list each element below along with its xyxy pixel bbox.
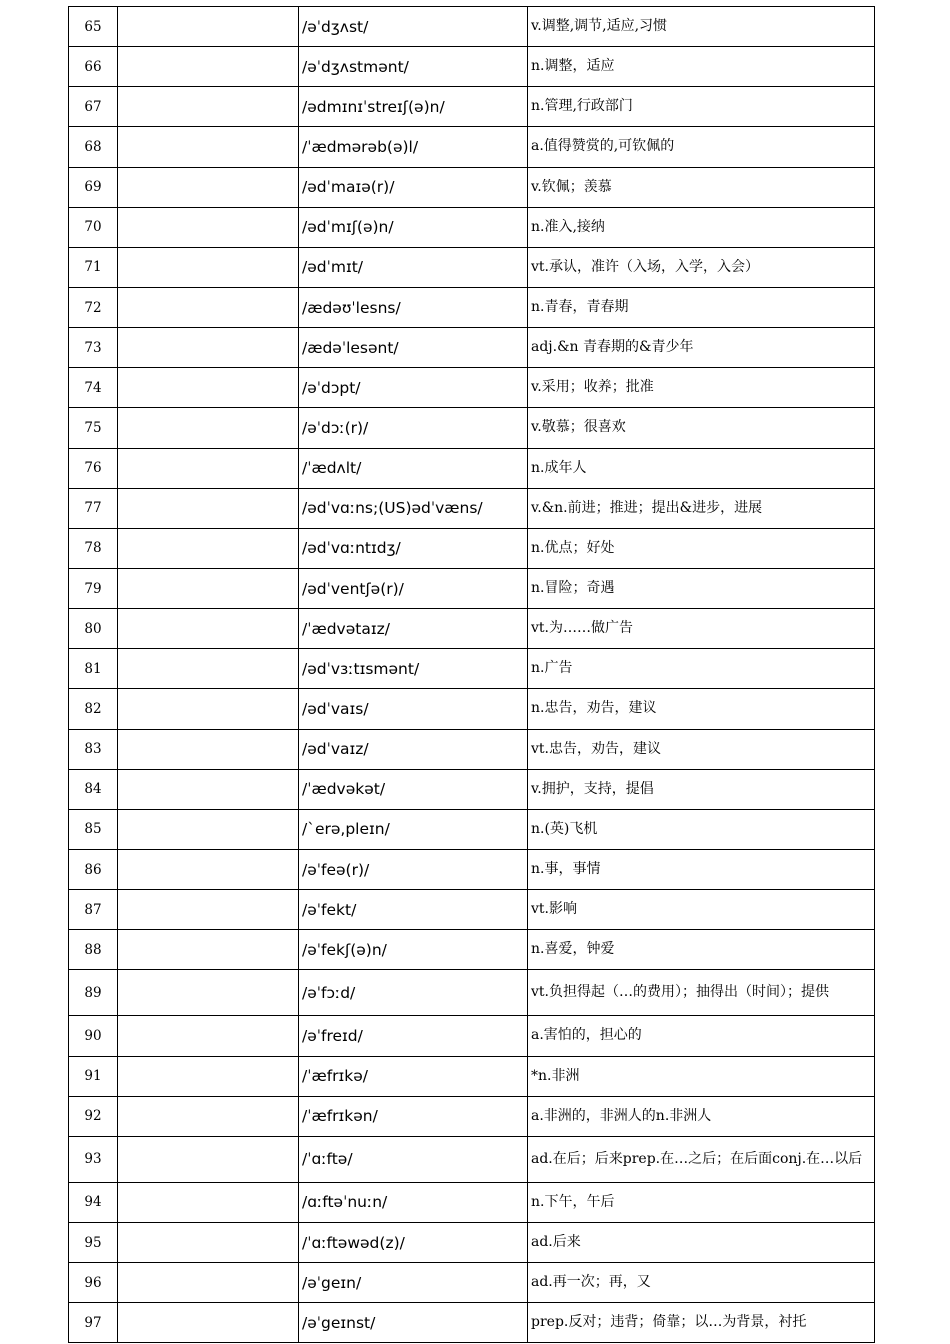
table-row xyxy=(69,287,875,327)
table-row xyxy=(69,448,875,488)
phonetic-cell: /ædəˈlesənt/ xyxy=(299,328,528,368)
phonetic-cell: /əˈgeɪnst/ xyxy=(299,1303,528,1343)
definition-cell: v.调整,调节,适应,习惯 xyxy=(528,7,875,47)
row-number: 73 xyxy=(69,328,118,368)
phonetic-cell: /əˈfreɪd/ xyxy=(299,1016,528,1056)
row-number: 81 xyxy=(69,649,118,689)
word-cell xyxy=(118,689,299,729)
table-row xyxy=(69,1222,875,1262)
phonetic-cell: /əˈfeə(r)/ xyxy=(299,849,528,889)
row-number: 75 xyxy=(69,408,118,448)
table-row xyxy=(69,568,875,608)
definition-cell: ad.再一次；再，又 xyxy=(528,1263,875,1303)
table-row xyxy=(69,729,875,769)
definition-cell: vt.承认，准许（入场，入学，入会） xyxy=(528,247,875,287)
row-number: 71 xyxy=(69,247,118,287)
phonetic-cell: /ədˈvɑːns;(US)ədˈvæns/ xyxy=(299,488,528,528)
definition-cell: *n.非洲 xyxy=(528,1056,875,1096)
word-cell xyxy=(118,408,299,448)
table-row xyxy=(69,87,875,127)
definition-cell: a.害怕的，担心的 xyxy=(528,1016,875,1056)
definition-cell: n.青春，青春期 xyxy=(528,287,875,327)
vocabulary-table xyxy=(68,6,875,1343)
phonetic-cell: /ədˈmɪʃ(ə)n/ xyxy=(299,207,528,247)
row-number: 86 xyxy=(69,849,118,889)
definition-cell: n.管理,行政部门 xyxy=(528,87,875,127)
definition-cell: n.优点；好处 xyxy=(528,528,875,568)
definition-cell: vt.为……做广告 xyxy=(528,609,875,649)
phonetic-cell: /ˈædʌlt/ xyxy=(299,448,528,488)
table-row xyxy=(69,769,875,809)
phonetic-cell: /ədmɪnɪˈstreɪʃ(ə)n/ xyxy=(299,87,528,127)
table-row xyxy=(69,930,875,970)
phonetic-cell: /ˈæfrɪkən/ xyxy=(299,1096,528,1136)
table-row xyxy=(69,609,875,649)
word-cell xyxy=(118,488,299,528)
word-cell xyxy=(118,769,299,809)
table-row xyxy=(69,1182,875,1222)
table-row xyxy=(69,167,875,207)
definition-cell: a.非洲的，非洲人的n.非洲人 xyxy=(528,1096,875,1136)
row-number: 96 xyxy=(69,1263,118,1303)
word-cell xyxy=(118,328,299,368)
word-cell xyxy=(118,127,299,167)
row-number: 68 xyxy=(69,127,118,167)
definition-cell: vt.影响 xyxy=(528,890,875,930)
word-cell xyxy=(118,7,299,47)
table-row xyxy=(69,809,875,849)
definition-cell: v.采用；收养；批准 xyxy=(528,368,875,408)
phonetic-cell: /ɑːftəˈnuːn/ xyxy=(299,1182,528,1222)
word-cell xyxy=(118,1096,299,1136)
definition-cell: n.冒险；奇遇 xyxy=(528,568,875,608)
phonetic-cell: /ədˈmaɪə(r)/ xyxy=(299,167,528,207)
table-row xyxy=(69,247,875,287)
table-row xyxy=(69,970,875,1016)
phonetic-cell: /əˈfɔːd/ xyxy=(299,970,528,1016)
phonetic-cell: /əˈdɔː(r)/ xyxy=(299,408,528,448)
definition-cell: vt.忠告，劝告，建议 xyxy=(528,729,875,769)
definition-cell: n.事，事情 xyxy=(528,849,875,889)
table-row xyxy=(69,127,875,167)
table-row xyxy=(69,689,875,729)
row-number: 74 xyxy=(69,368,118,408)
row-number: 72 xyxy=(69,287,118,327)
phonetic-cell: /`erə,pleɪn/ xyxy=(299,809,528,849)
definition-cell: adj.&n 青春期的&青少年 xyxy=(528,328,875,368)
word-cell xyxy=(118,207,299,247)
definition-cell: n.(英)飞机 xyxy=(528,809,875,849)
phonetic-cell: /ˈɑːftəwəd(z)/ xyxy=(299,1222,528,1262)
row-number: 83 xyxy=(69,729,118,769)
row-number: 88 xyxy=(69,930,118,970)
phonetic-cell: /əˈfekʃ(ə)n/ xyxy=(299,930,528,970)
word-cell xyxy=(118,1182,299,1222)
word-cell xyxy=(118,1016,299,1056)
phonetic-cell: /ˈɑːftə/ xyxy=(299,1136,528,1182)
phonetic-cell: /ədˈventʃə(r)/ xyxy=(299,568,528,608)
word-cell xyxy=(118,930,299,970)
table-row xyxy=(69,1263,875,1303)
row-number: 82 xyxy=(69,689,118,729)
word-cell xyxy=(118,890,299,930)
word-cell xyxy=(118,568,299,608)
word-cell xyxy=(118,167,299,207)
word-cell xyxy=(118,528,299,568)
table-row xyxy=(69,207,875,247)
table-row xyxy=(69,1056,875,1096)
definition-cell: ad.在后；后来prep.在…之后；在后面conj.在…以后 xyxy=(528,1136,875,1182)
row-number: 80 xyxy=(69,609,118,649)
word-cell xyxy=(118,287,299,327)
row-number: 92 xyxy=(69,1096,118,1136)
row-number: 66 xyxy=(69,47,118,87)
table-row xyxy=(69,649,875,689)
table-row xyxy=(69,328,875,368)
phonetic-cell: /ədˈvɑːntɪdʒ/ xyxy=(299,528,528,568)
word-cell xyxy=(118,247,299,287)
row-number: 76 xyxy=(69,448,118,488)
word-cell xyxy=(118,1222,299,1262)
word-cell xyxy=(118,1303,299,1343)
phonetic-cell: /əˈgeɪn/ xyxy=(299,1263,528,1303)
table-row xyxy=(69,368,875,408)
phonetic-cell: /ˈædmərəb(ə)l/ xyxy=(299,127,528,167)
row-number: 70 xyxy=(69,207,118,247)
row-number: 67 xyxy=(69,87,118,127)
definition-cell: n.准入,接纳 xyxy=(528,207,875,247)
definition-cell: a.值得赞赏的,可钦佩的 xyxy=(528,127,875,167)
row-number: 84 xyxy=(69,769,118,809)
table-row xyxy=(69,1136,875,1182)
table-row xyxy=(69,1096,875,1136)
phonetic-cell: /ˈædvəkət/ xyxy=(299,769,528,809)
table-row xyxy=(69,528,875,568)
phonetic-cell: /ˈædvətaɪz/ xyxy=(299,609,528,649)
word-cell xyxy=(118,609,299,649)
phonetic-cell: /ədˈvɜːtɪsmənt/ xyxy=(299,649,528,689)
row-number: 85 xyxy=(69,809,118,849)
row-number: 69 xyxy=(69,167,118,207)
definition-cell: n.下午，午后 xyxy=(528,1182,875,1222)
definition-cell: n.成年人 xyxy=(528,448,875,488)
phonetic-cell: /ˈæfrɪkə/ xyxy=(299,1056,528,1096)
word-cell xyxy=(118,368,299,408)
vocabulary-table-body xyxy=(69,7,875,1343)
row-number: 87 xyxy=(69,890,118,930)
table-row xyxy=(69,488,875,528)
word-cell xyxy=(118,809,299,849)
row-number: 93 xyxy=(69,1136,118,1182)
definition-cell: v.&n.前进；推进；提出&进步，进展 xyxy=(528,488,875,528)
definition-cell: prep.反对；违背；倚靠；以…为背景，衬托 xyxy=(528,1303,875,1343)
row-number: 79 xyxy=(69,568,118,608)
table-row xyxy=(69,408,875,448)
row-number: 65 xyxy=(69,7,118,47)
word-cell xyxy=(118,849,299,889)
word-cell xyxy=(118,87,299,127)
word-cell xyxy=(118,47,299,87)
row-number: 90 xyxy=(69,1016,118,1056)
word-cell xyxy=(118,1136,299,1182)
phonetic-cell: /əˈdʒʌstmənt/ xyxy=(299,47,528,87)
definition-cell: n.喜爱，钟爱 xyxy=(528,930,875,970)
row-number: 95 xyxy=(69,1222,118,1262)
phonetic-cell: /əˈfekt/ xyxy=(299,890,528,930)
table-row xyxy=(69,849,875,889)
row-number: 77 xyxy=(69,488,118,528)
definition-cell: v.敬慕；很喜欢 xyxy=(528,408,875,448)
definition-cell: v.拥护，支持，提倡 xyxy=(528,769,875,809)
row-number: 89 xyxy=(69,970,118,1016)
table-row xyxy=(69,7,875,47)
definition-cell: n.忠告，劝告，建议 xyxy=(528,689,875,729)
word-cell xyxy=(118,729,299,769)
phonetic-cell: /ədˈvaɪz/ xyxy=(299,729,528,769)
word-cell xyxy=(118,448,299,488)
table-row xyxy=(69,890,875,930)
phonetic-cell: /ədˈvaɪs/ xyxy=(299,689,528,729)
table-row xyxy=(69,1303,875,1343)
definition-cell: vt.负担得起（…的费用）；抽得出（时间）；提供 xyxy=(528,970,875,1016)
definition-cell: n.广告 xyxy=(528,649,875,689)
phonetic-cell: /əˈdʒʌst/ xyxy=(299,7,528,47)
definition-cell: ad.后来 xyxy=(528,1222,875,1262)
phonetic-cell: /ædəʊˈlesns/ xyxy=(299,287,528,327)
word-cell xyxy=(118,649,299,689)
word-cell xyxy=(118,1263,299,1303)
row-number: 97 xyxy=(69,1303,118,1343)
row-number: 94 xyxy=(69,1182,118,1222)
definition-cell: n.调整，适应 xyxy=(528,47,875,87)
row-number: 91 xyxy=(69,1056,118,1096)
word-cell xyxy=(118,970,299,1016)
word-cell xyxy=(118,1056,299,1096)
phonetic-cell: /ədˈmɪt/ xyxy=(299,247,528,287)
row-number: 78 xyxy=(69,528,118,568)
definition-cell: v.钦佩；羡慕 xyxy=(528,167,875,207)
table-row xyxy=(69,47,875,87)
table-row xyxy=(69,1016,875,1056)
phonetic-cell: /əˈdɔpt/ xyxy=(299,368,528,408)
